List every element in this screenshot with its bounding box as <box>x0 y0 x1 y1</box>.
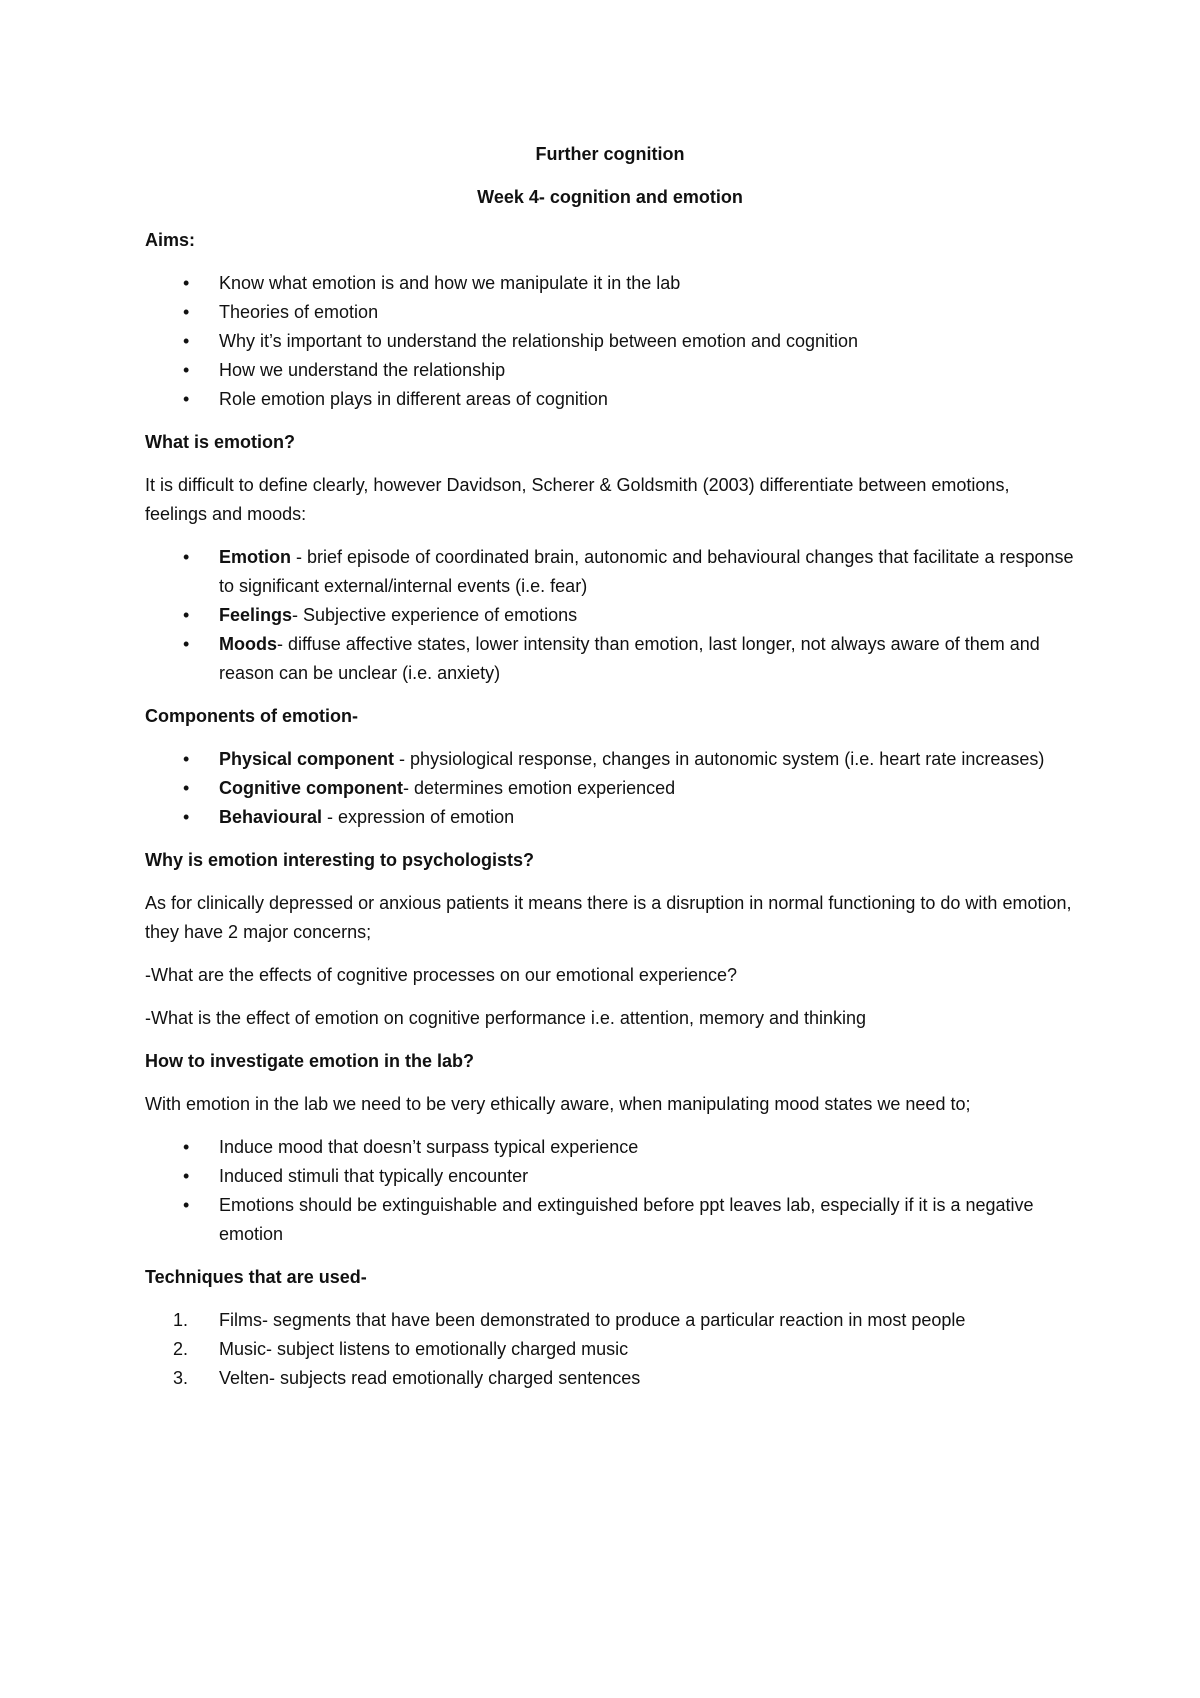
techniques-heading: Techniques that are used- <box>145 1267 367 1287</box>
technique-item-films <box>145 1306 1075 1335</box>
document-title: Further cognition <box>535 144 685 164</box>
document-subtitle: Week 4- cognition and emotion <box>477 187 743 207</box>
how-list-item: • Induced stimuli that typically encounter <box>145 1162 1075 1191</box>
definition-text: - brief episode of coordinated brain, autonomic and behavioural changes that facilitate a response to significant external/internal events (i.e. fear) <box>219 547 1074 596</box>
components-list <box>145 745 1075 832</box>
why-heading: Why is emotion interesting to psychologists? <box>145 850 535 870</box>
list-number: 3. <box>173 1368 189 1388</box>
component-text: - determines emotion experienced <box>403 778 676 798</box>
component-item-physical <box>145 745 1075 774</box>
component-term: Cognitive component <box>219 778 403 798</box>
aims-list-item: • Theories of emotion <box>145 298 1075 327</box>
techniques-list <box>145 1306 1075 1393</box>
why-question-2: -What is the effect of emotion on cognitive performance i.e. attention, memory and thinking <box>145 1008 867 1028</box>
how-list-item: • Emotions should be extinguishable and extinguished before ppt leaves lab, especially if it is a negative emotion <box>145 1191 1075 1249</box>
component-text: - physiological response, changes in autonomic system (i.e. heart rate increases) <box>394 749 1045 769</box>
component-item-behavioural <box>145 803 1075 832</box>
component-term: Behavioural <box>219 807 323 827</box>
technique-text: Films- segments that have been demonstrated to produce a particular reaction in most people <box>219 1310 966 1330</box>
definition-text: - diffuse affective states, lower intensity than emotion, last longer, not always aware of them and reason can be unclear (i.e. anxiety) <box>219 634 1040 683</box>
definition-item-emotion <box>145 543 1075 601</box>
aims-heading: Aims: <box>145 230 196 250</box>
definition-item-feelings <box>145 601 1075 630</box>
aims-list-item: • Why it’s important to understand the relationship between emotion and cognition <box>145 327 1075 356</box>
aims-list-item: • How we understand the relationship <box>145 356 1075 385</box>
component-text: - expression of emotion <box>322 807 515 827</box>
definition-term: Emotion <box>219 547 291 567</box>
list-number: 1. <box>173 1310 189 1330</box>
technique-item-music <box>145 1335 1075 1364</box>
components-heading: Components of emotion- <box>145 706 358 726</box>
definition-term: Feelings <box>219 605 293 625</box>
component-term: Physical component <box>219 749 395 769</box>
how-list-item: • Induce mood that doesn’t surpass typical experience <box>145 1133 1075 1162</box>
aims-list-item: • Role emotion plays in different areas of cognition <box>145 385 1075 414</box>
why-question-1: -What are the effects of cognitive processes on our emotional experience? <box>145 965 737 985</box>
list-number: 2. <box>173 1339 189 1359</box>
technique-text: Velten- subjects read emotionally charged sentences <box>219 1368 641 1388</box>
document-page <box>145 140 1075 1393</box>
component-item-cognitive <box>145 774 1075 803</box>
definition-item-moods <box>145 630 1075 688</box>
why-paragraph: As for clinically depressed or anxious patients it means there is a disruption in normal functioning to do with emotion, they have 2 major concerns; <box>145 893 1072 942</box>
aims-list <box>145 269 1075 414</box>
what-is-emotion-heading: What is emotion? <box>145 432 295 452</box>
definition-text: - Subjective experience of emotions <box>292 605 578 625</box>
definitions-list <box>145 543 1075 688</box>
technique-text: Music- subject listens to emotionally charged music <box>219 1339 629 1359</box>
technique-item-velten <box>145 1364 1075 1393</box>
how-paragraph: With emotion in the lab we need to be very ethically aware, when manipulating mood states we need to; <box>145 1094 971 1114</box>
aims-list-item: • Know what emotion is and how we manipulate it in the lab <box>145 269 1075 298</box>
what-is-emotion-paragraph: It is difficult to define clearly, however Davidson, Scherer & Goldsmith (2003) differentiate between emotions, feelings and moods: <box>145 475 1010 524</box>
how-heading: How to investigate emotion in the lab? <box>145 1051 475 1071</box>
definition-term: Moods <box>219 634 277 654</box>
how-list <box>145 1133 1075 1249</box>
